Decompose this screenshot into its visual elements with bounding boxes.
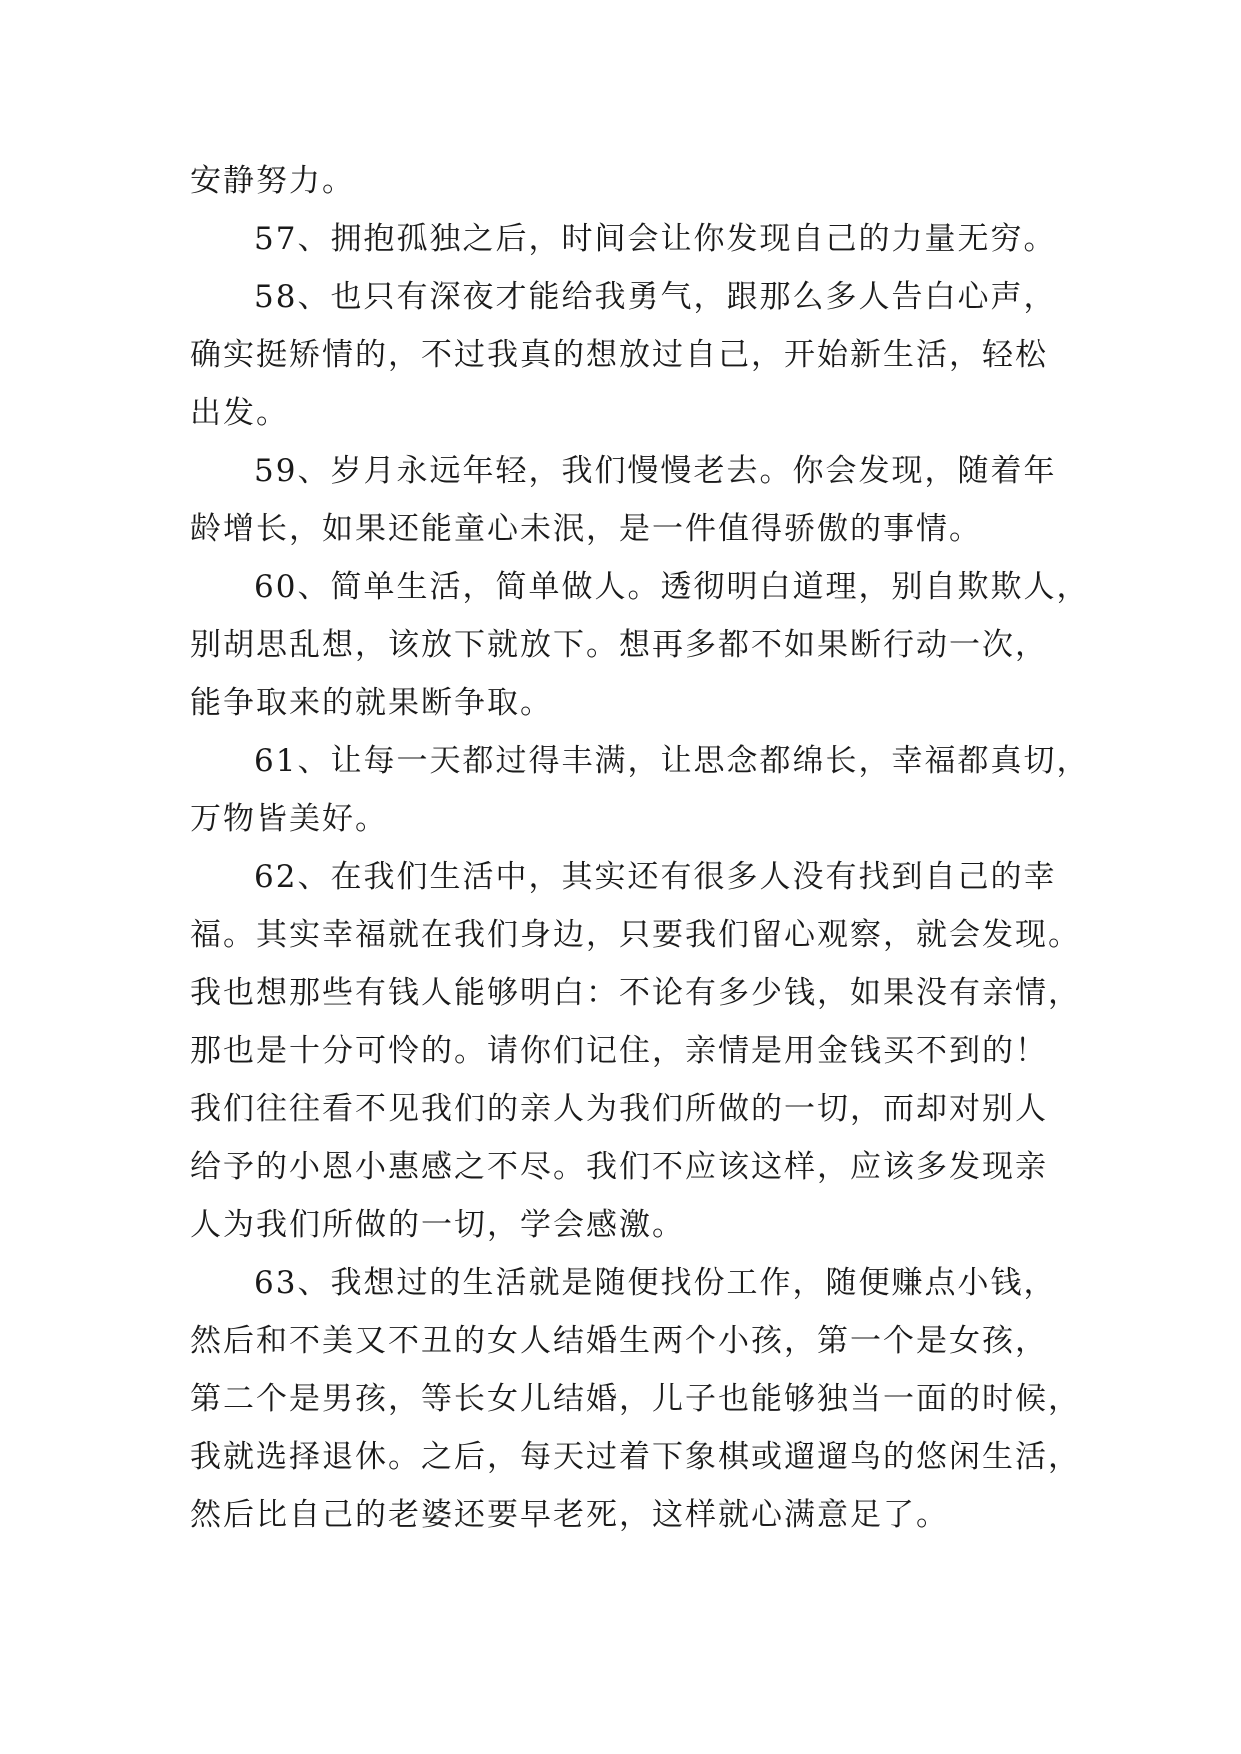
text-line: 万物皆美好。 <box>190 801 388 837</box>
text-line: 我们往往看不见我们的亲人为我们所做的一切，而却对别人 <box>190 1091 1048 1127</box>
document-page <box>190 152 1090 1544</box>
text-line: 我就选择退休。之后，每天过着下象棋或遛遛鸟的悠闲生活， <box>190 1439 1081 1475</box>
text-line: 第二个是男孩，等长女儿结婚，儿子也能够独当一面的时候， <box>190 1381 1081 1417</box>
text-line: 59、岁月永远年轻，我们慢慢老去。你会发现，随着年 <box>254 453 1057 489</box>
text-line: 安静努力。 <box>190 163 355 199</box>
text-line: 给予的小恩小惠感之不尽。我们不应该这样，应该多发现亲 <box>190 1149 1048 1185</box>
text-line: 能争取来的就果断争取。 <box>190 685 553 721</box>
text-line: 61、让每一天都过得丰满，让思念都绵长，幸福都真切， <box>254 743 1090 779</box>
text-line: 57、拥抱孤独之后，时间会让你发现自己的力量无穷。 <box>254 221 1057 257</box>
text-line: 人为我们所做的一切，学会感激。 <box>190 1207 685 1243</box>
text-line: 那也是十分可怜的。请你们记住，亲情是用金钱买不到的！ <box>190 1033 1048 1069</box>
text-line: 出发。 <box>190 395 289 431</box>
text-line: 60、简单生活，简单做人。透彻明白道理，别自欺欺人， <box>254 569 1090 605</box>
text-line: 58、也只有深夜才能给我勇气，跟那么多人告白心声， <box>254 279 1057 315</box>
text-line: 然后比自己的老婆还要早老死，这样就心满意足了。 <box>190 1497 949 1533</box>
text-line: 确实挺矫情的，不过我真的想放过自己，开始新生活，轻松 <box>190 337 1048 373</box>
text-line: 我也想那些有钱人能够明白：不论有多少钱，如果没有亲情， <box>190 975 1081 1011</box>
text-line: 龄增长，如果还能童心未泯，是一件值得骄傲的事情。 <box>190 511 982 547</box>
text-line: 然后和不美又不丑的女人结婚生两个小孩，第一个是女孩， <box>190 1323 1048 1359</box>
text-line: 62、在我们生活中，其实还有很多人没有找到自己的幸 <box>254 859 1057 895</box>
text-line: 福。其实幸福就在我们身边，只要我们留心观察，就会发现。 <box>190 917 1081 953</box>
text-line: 别胡思乱想，该放下就放下。想再多都不如果断行动一次， <box>190 627 1048 663</box>
text-line: 63、我想过的生活就是随便找份工作，随便赚点小钱， <box>254 1265 1057 1301</box>
